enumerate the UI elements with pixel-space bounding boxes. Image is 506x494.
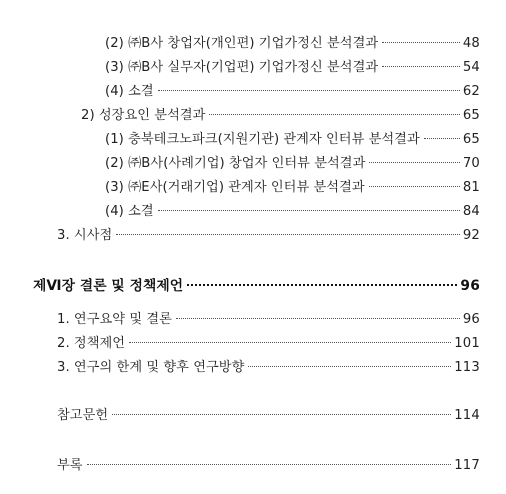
toc-entry-label: (1) 충북테크노파크(지원기관) 관계자 인터뷰 분석결과 bbox=[105, 132, 420, 147]
toc-entry-label: 2. 정책제언 bbox=[57, 336, 126, 351]
dot-leader bbox=[158, 210, 460, 211]
toc-entry-label: (3) ㈜E사(거래기업) 관계자 인터뷰 분석결과 bbox=[105, 180, 365, 195]
toc-entry-label: (4) 소결 bbox=[105, 204, 154, 219]
toc-entry-startup-founder-analysis[interactable] bbox=[105, 35, 480, 53]
toc-entry-technopark-interview[interactable] bbox=[105, 131, 480, 149]
toc-entry-label: (4) 소결 bbox=[105, 84, 154, 99]
toc-entry-label: 3. 시사점 bbox=[57, 228, 113, 243]
toc-page-number: 81 bbox=[462, 180, 480, 195]
dot-leader bbox=[158, 90, 460, 91]
toc-page-number: 54 bbox=[462, 60, 480, 75]
toc-entry-label: 부록 bbox=[57, 458, 83, 473]
dot-leader bbox=[209, 114, 459, 115]
toc-entry-appendix[interactable] bbox=[57, 457, 480, 475]
dot-leader bbox=[369, 186, 460, 187]
toc-entry-case-company-interview[interactable] bbox=[105, 155, 480, 173]
toc-entry-practitioner-analysis[interactable] bbox=[105, 59, 480, 77]
toc-page-number: 62 bbox=[462, 84, 480, 99]
toc-page-number: 84 bbox=[462, 204, 480, 219]
toc-entry-growth-factor-analysis[interactable] bbox=[81, 107, 480, 125]
toc-entry-label: (2) ㈜B사(사례기업) 창업자 인터뷰 분석결과 bbox=[105, 156, 366, 171]
toc-entry-limitations[interactable] bbox=[57, 359, 480, 377]
toc-entry-label: 참고문헌 bbox=[57, 408, 109, 423]
toc-entry-summary-2[interactable] bbox=[105, 203, 480, 221]
dot-leader bbox=[112, 414, 451, 415]
dot-leader bbox=[116, 234, 460, 235]
toc-entry-summary-1[interactable] bbox=[105, 83, 480, 101]
toc-entry-label: (3) ㈜B사 실무자(기업편) 기업가정신 분석결과 bbox=[105, 60, 379, 75]
dot-leader bbox=[248, 366, 451, 367]
toc-entry-policy-proposals[interactable] bbox=[57, 335, 480, 353]
dot-leader bbox=[129, 342, 451, 343]
toc-chapter-conclusion[interactable] bbox=[33, 277, 480, 295]
dot-leader bbox=[382, 42, 460, 43]
toc-entry-references[interactable] bbox=[57, 407, 480, 425]
dot-leader bbox=[176, 318, 460, 319]
toc-entry-label: (2) ㈜B사 창업자(개인편) 기업가정신 분석결과 bbox=[105, 36, 379, 51]
dot-leader bbox=[382, 66, 460, 67]
toc-page-number: 117 bbox=[454, 458, 480, 473]
toc-page-number: 114 bbox=[454, 408, 480, 423]
dot-leader bbox=[369, 162, 459, 163]
dot-leader bbox=[87, 464, 452, 465]
toc-page-number: 65 bbox=[462, 108, 480, 123]
toc-entry-label: 1. 연구요약 및 결론 bbox=[57, 312, 172, 327]
dot-leader bbox=[187, 284, 457, 286]
dot-leader bbox=[424, 138, 460, 139]
toc-page-number: 101 bbox=[454, 336, 480, 351]
toc-entry-partner-company-interview[interactable] bbox=[105, 179, 480, 197]
toc-entry-implications[interactable] bbox=[57, 227, 480, 245]
toc-entry-label: 3. 연구의 한계 및 향후 연구방향 bbox=[57, 360, 245, 375]
toc-page-number: 65 bbox=[462, 132, 480, 147]
toc-page-number: 96 bbox=[460, 278, 480, 294]
toc-page-number: 96 bbox=[462, 312, 480, 327]
toc-entry-research-summary[interactable] bbox=[57, 311, 480, 329]
toc-page-number: 70 bbox=[462, 156, 480, 171]
toc-page-number: 113 bbox=[454, 360, 480, 375]
toc-chapter-label: 제Ⅵ장 결론 및 정책제언 bbox=[33, 278, 184, 294]
toc-entry-label: 2) 성장요인 분석결과 bbox=[81, 108, 206, 123]
toc-page-number: 48 bbox=[462, 36, 480, 51]
toc-page-number: 92 bbox=[462, 228, 480, 243]
